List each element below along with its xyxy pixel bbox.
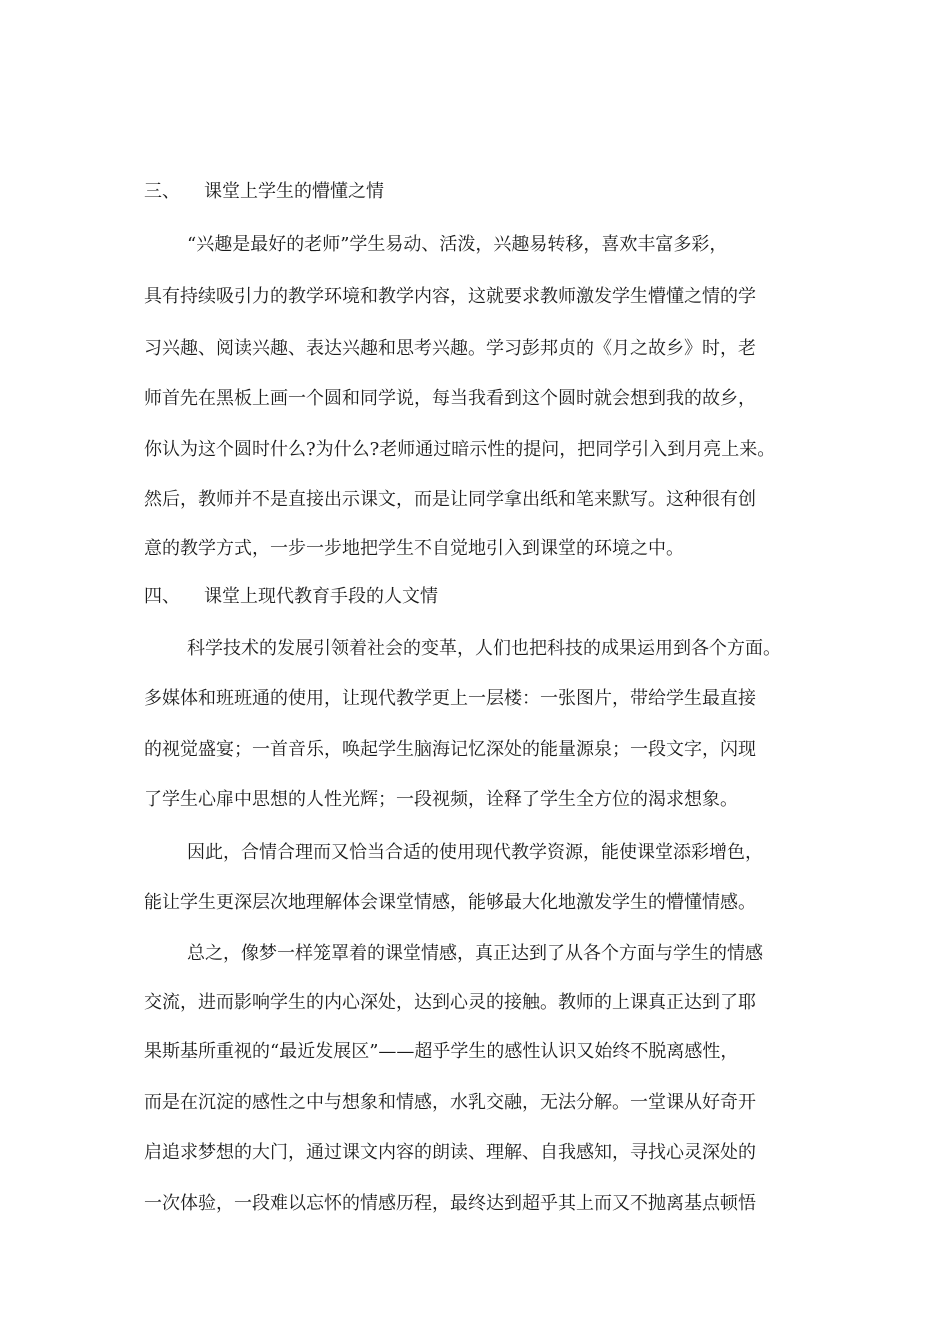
- paragraph-line: 而是在沉淀的感性之中与想象和情感，水乳交融，无法分解。一堂课从好奇开: [144, 1092, 756, 1113]
- paragraph-line: 习兴趣、阅读兴趣、表达兴趣和思考兴趣。学习彭邦贞的《月之故乡》时，老: [144, 338, 756, 359]
- paragraph-line: “兴趣是最好的老师”学生易动、活泼，兴趣易转移，喜欢丰富多彩，: [187, 234, 728, 255]
- section-number: 四、: [144, 586, 180, 607]
- paragraph-line: 师首先在黑板上画一个圆和同学说，每当我看到这个圆时就会想到我的故乡，: [144, 388, 756, 409]
- section-title: 课堂上现代教育手段的人文情: [204, 586, 438, 607]
- paragraph-line: 意的教学方式，一步一步地把学生不自觉地引入到课堂的环境之中。: [144, 538, 684, 559]
- section-heading: [144, 585, 438, 609]
- paragraph-line: 能让学生更深层次地理解体会课堂情感，能够最大化地激发学生的懵懂情感。: [144, 892, 756, 913]
- paragraph-line: 一次体验，一段难以忘怀的情感历程，最终达到超乎其上而又不抛离基点顿悟: [144, 1193, 756, 1214]
- paragraph-line: 总之，像梦一样笼罩着的课堂情感，真正达到了从各个方面与学生的情感: [187, 943, 763, 964]
- paragraph-line: 交流，进而影响学生的内心深处，达到心灵的接触。教师的上课真正达到了耶: [144, 992, 756, 1013]
- paragraph-line: 然后，教师并不是直接出示课文，而是让同学拿出纸和笔来默写。这种很有创: [144, 489, 756, 510]
- section-heading: [144, 180, 384, 204]
- paragraph-line: 了学生心扉中思想的人性光辉；一段视频，诠释了学生全方位的渴求想象。: [144, 789, 738, 810]
- paragraph-line: 果斯基所重视的“最近发展区”——超乎学生的感性认识又始终不脱离感性，: [144, 1041, 739, 1062]
- paragraph-line: 启追求梦想的大门，通过课文内容的朗读、理解、自我感知，寻找心灵深处的: [144, 1142, 756, 1163]
- paragraph-line: 科学技术的发展引领着社会的变革，人们也把科技的成果运用到各个方面。: [187, 638, 781, 659]
- paragraph-line: 具有持续吸引力的教学环境和教学内容，这就要求教师激发学生懵懂之情的学: [144, 286, 756, 307]
- section-title: 课堂上学生的懵懂之情: [204, 181, 384, 202]
- paragraph-line: 的视觉盛宴；一首音乐，唤起学生脑海记忆深处的能量源泉；一段文字，闪现: [144, 739, 756, 760]
- section-number: 三、: [144, 181, 180, 202]
- paragraph-line: 因此，合情合理而又恰当合适的使用现代教学资源，能使课堂添彩增色，: [187, 842, 763, 863]
- paragraph-line: 你认为这个圆时什么?为什么?老师通过暗示性的提问，把同学引入到月亮上来。: [144, 439, 776, 460]
- paragraph-line: 多媒体和班班通的使用，让现代教学更上一层楼：一张图片，带给学生最直接: [144, 688, 756, 709]
